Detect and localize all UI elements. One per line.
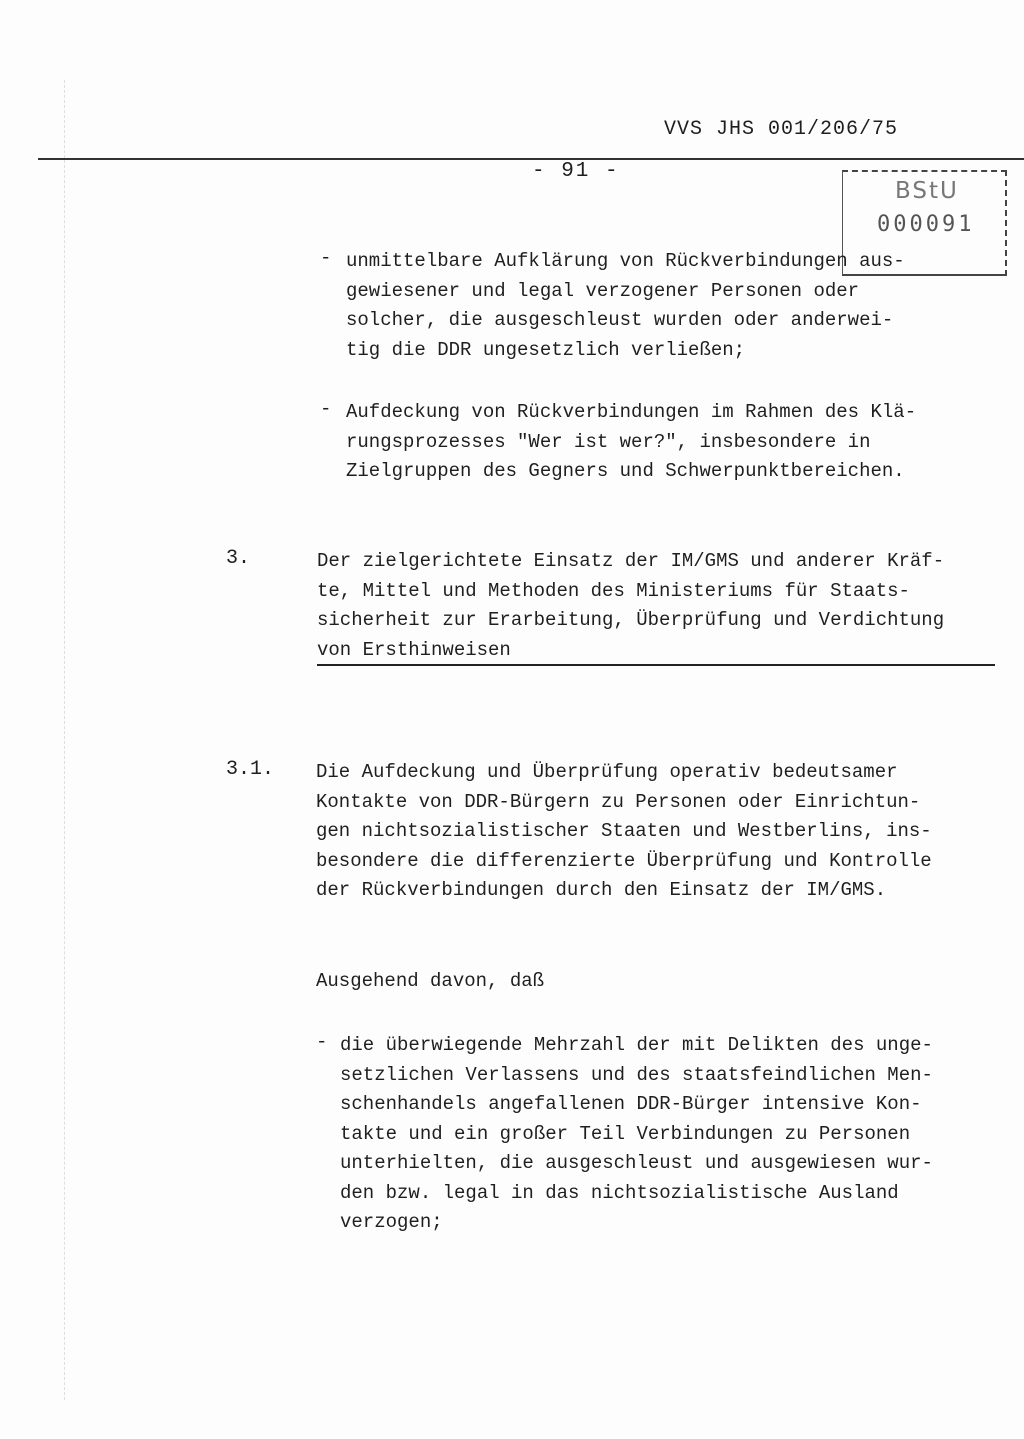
section-heading: Der zielgerichtete Einsatz der IM/GMS und anderer Kräf- te, Mittel und Methoden des Ministeriums für Staats- sicherheit zur Erarbeitung, Überprüfung und Verdichtung von Ersthinweisen	[317, 550, 945, 661]
bullet-item: die überwiegende Mehrzahl der mit Delikten des unge- setzlichen Verlassens und des staatsfeindlichen Men- schenhandels angefallenen DDR-Bürger intensive Kon- takte und ein großer Teil Verbindungen zu Personen unterhielten, die ausgeschleust und ausgewiesen wur- den bzw. legal in das nichtsozialistische Ausland verzogen;	[340, 1034, 933, 1233]
header-rule	[38, 158, 1024, 160]
document-reference: VVS JHS 001/206/75	[664, 118, 899, 141]
bullet-marker: -	[320, 398, 332, 420]
lead-in-text: Ausgehend davon, daß	[316, 970, 545, 992]
bullet-marker: -	[316, 1031, 328, 1053]
subsection-number: 3.1.	[226, 758, 275, 781]
bullet-item: Aufdeckung von Rückverbindungen im Rahmen des Klä- rungsprozesses "Wer ist wer?", insbesondere in Zielgruppen des Gegners und Schwerpunktbereichen.	[346, 401, 917, 482]
bullet-item: unmittelbare Aufklärung von Rückverbindungen aus- gewiesener und legal verzogener Personen oder solcher, die ausgeschleust wurden oder anderwei- tig die DDR ungesetzlich verließen;	[346, 250, 905, 361]
scan-margin-marks	[64, 80, 77, 1400]
section-number: 3.	[226, 547, 251, 570]
stamp-number: 000091	[877, 212, 975, 237]
page-number: - 91 -	[532, 160, 620, 183]
subsection-heading: Die Aufdeckung und Überprüfung operativ bedeutsamer Kontakte von DDR-Bürgern zu Personen oder Einrichtun- gen nichtsozialistischer Staaten und Westberlins, ins- besondere die differenzierte Überprüfung und Kontrolle der Rückverbindungen durch den Einsatz der IM/GMS.	[316, 761, 932, 901]
section-underline	[317, 664, 995, 666]
stamp-label: BStU	[895, 178, 959, 204]
bullet-marker: -	[320, 247, 332, 269]
